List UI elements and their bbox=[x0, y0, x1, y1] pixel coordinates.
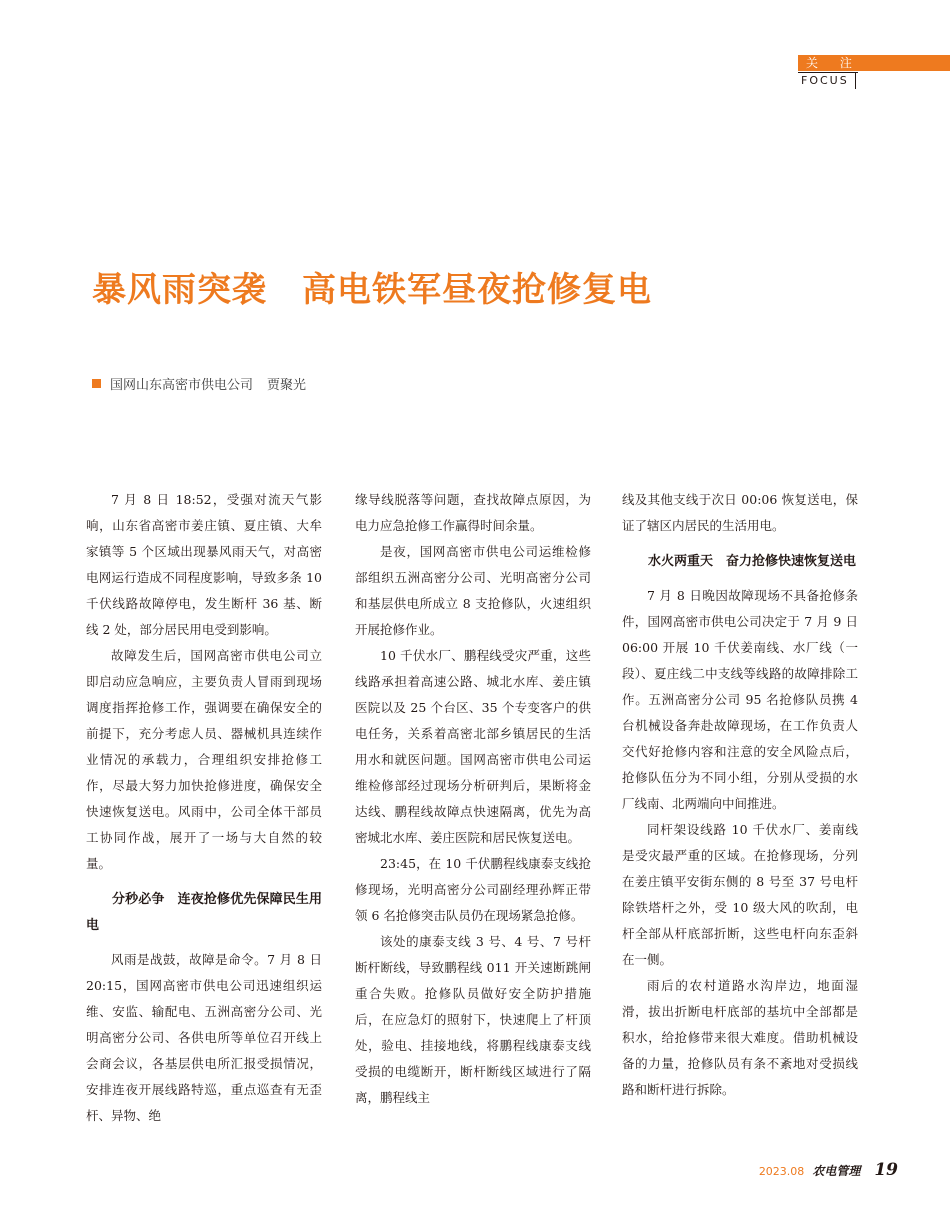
subheading: 水火两重天 奋力抢修快速恢复送电 bbox=[648, 554, 857, 569]
page-footer bbox=[759, 1160, 898, 1180]
column-2 bbox=[355, 487, 591, 1111]
paragraph: 该处的康泰支线 3 号、4 号、7 号杆断杆断线，导致鹏程线 011 开关速断跳闸重合失败。抢修队员做好安全防护措施后，在应急灯的照射下，快速爬上了杆顶处，验电、挂接地线，将鹏程线康泰支线受损的电缆断开，断杆断线区域进行了隔离，鹏程线主 bbox=[355, 934, 591, 1105]
paragraph: 7 月 8 日 18:52，受强对流天气影响，山东省高密市姜庄镇、夏庄镇、大牟家镇等 5 个区域出现暴风雨天气，对高密电网运行造成不同程度影响，导致多条 10 千伏线路故障停电，发生断杆 36 基、断线 2 处，部分居民用电受到影响。 bbox=[86, 492, 322, 637]
paragraph: 雨后的农村道路水沟岸边，地面湿滑，拔出折断电杆底部的基坑中全部都是积水，给抢修带来很大难度。借助机械设备的力量，抢修队员有条不紊地对受损线路和断杆进行拆除。 bbox=[622, 978, 858, 1097]
paragraph: 缘导线脱落等问题，查找故障点原因，为电力应急抢修工作赢得时间余量。 bbox=[355, 492, 591, 533]
section-tag-en: FOCUS bbox=[801, 73, 856, 89]
article-title: 暴风雨突袭 高电铁军昼夜抢修复电 bbox=[92, 270, 652, 310]
byline bbox=[92, 374, 306, 393]
paragraph: 线及其他支线于次日 00:06 恢复送电，保证了辖区内居民的生活用电。 bbox=[622, 492, 858, 533]
paragraph: 23:45，在 10 千伏鹏程线康泰支线抢修现场，光明高密分公司副经理孙辉正带领 6 名抢修突击队员仍在现场紧急抢修。 bbox=[355, 856, 591, 923]
paragraph: 10 千伏水厂、鹏程线受灾严重，这些线路承担着高速公路、城北水库、姜庄镇医院以及 25 个台区、35 个专变客户的供电任务，关系着高密北部乡镇居民的生活用水和就医问题。国网高密市供电公司运维检修部经过现场分析研判后，果断将金达线、鹏程线故障点快速隔离，优先为高密城北水库、姜庄医院和居民恢复送电。 bbox=[355, 648, 591, 845]
column-1 bbox=[86, 487, 322, 1129]
paragraph: 是夜，国网高密市供电公司运维检修部组织五洲高密分公司、光明高密分公司和基层供电所成立 8 支抢修队，火速组织开展抢修作业。 bbox=[355, 544, 591, 637]
subheading: 分秒必争 连夜抢修优先保障民生用电 bbox=[86, 892, 322, 933]
paragraph: 故障发生后，国网高密市供电公司立即启动应急响应，主要负责人冒雨到现场调度指挥抢修工作，强调要在确保安全的前提下，充分考虑人员、器械机具连续作业情况的承载力，合理组织安排抢修工作，尽最大努力加快抢修进度，确保安全快速恢复送电。风雨中，公司全体干部员工协同作战，展开了一场与大自然的较量。 bbox=[86, 648, 322, 871]
page-number: 19 bbox=[874, 1160, 898, 1180]
byline-org: 国网山东高密市供电公司 bbox=[110, 378, 254, 393]
section-tag-cn: 关 注 bbox=[798, 55, 950, 71]
bullet-square-icon bbox=[92, 379, 101, 388]
byline-author: 贾聚光 bbox=[267, 378, 307, 393]
paragraph: 同杆架设线路 10 千伏水厂、姜南线是受灾最严重的区域。在抢修现场，分列在姜庄镇平安街东侧的 8 号至 37 号电杆除铁塔杆之外，受 10 级大风的吹刮，电杆全部从杆底部折断，这些电杆向东歪斜在一侧。 bbox=[622, 822, 858, 967]
paragraph: 7 月 8 日晚因故障现场不具备抢修条件，国网高密市供电公司决定于 7 月 9 日 06:00 开展 10 千伏姜南线、水厂线（一段）、夏庄线二中支线等线路的故障排除工作。五洲高密分公司 95 名抢修队员携 4 台机械设备奔赴故障现场，在工作负责人交代好抢修内容和注意的安全风险点后，抢修队伍分为不同小组，分别从受损的水厂线南、北两端向中间推进。 bbox=[622, 588, 858, 811]
magazine-name: 农电管理 bbox=[812, 1164, 861, 1178]
column-3 bbox=[622, 487, 858, 1103]
paragraph: 风雨是战鼓，故障是命令。7 月 8 日 20:15，国网高密市供电公司迅速组织运维、安监、输配电、五洲高密分公司、光明高密分公司、各供电所等单位召开线上会商会议，各基层供电所汇报受损情况，安排连夜开展线路特巡，重点巡查有无歪杆、异物、绝 bbox=[86, 952, 322, 1123]
issue-date: 2023.08 bbox=[758, 1165, 805, 1178]
